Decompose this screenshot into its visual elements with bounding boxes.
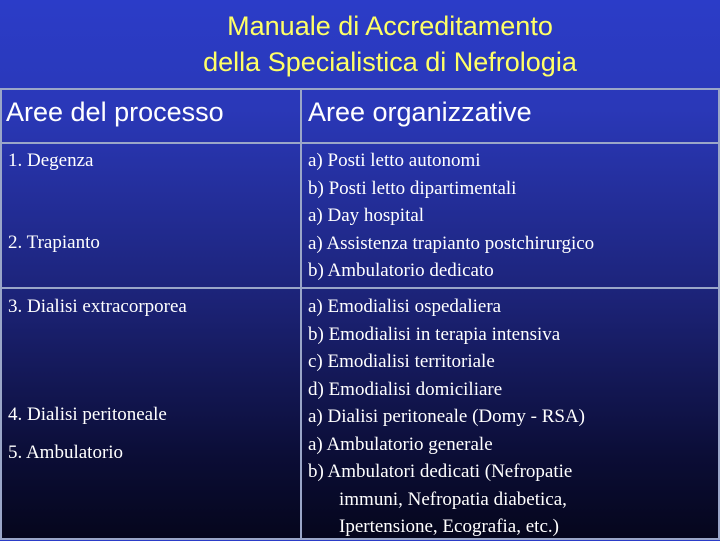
org-area-item: b) Posti letto dipartimentali: [308, 177, 517, 199]
org-area-item: d) Emodialisi domiciliare: [308, 378, 503, 400]
org-area-item: c) Emodialisi territoriale: [308, 351, 495, 372]
header-aree-processo: Aree del processo: [6, 97, 224, 127]
org-area-item: a) Ambulatorio generale: [308, 433, 493, 455]
process-area-dialisi-peritoneale: 4. Dialisi peritoneale: [8, 404, 167, 425]
org-area-item: a) Assistenza trapianto postchirurgico: [308, 232, 595, 254]
org-area-item: b) Emodialisi in terapia intensiva: [308, 323, 561, 345]
title-line-2: della Specialistica di Nefrologia: [203, 47, 577, 77]
table-column-divider: [300, 88, 302, 540]
org-area-item: a) Day hospital: [308, 205, 425, 226]
org-area-item: b) Ambulatori dedicati (Nefropatie: [308, 461, 573, 482]
process-area-degenza: 1. Degenza: [8, 150, 94, 171]
process-area-ambulatorio: 5. Ambulatorio: [8, 442, 124, 463]
org-area-item-continuation: Ipertensione, Ecografia, etc.): [339, 516, 559, 537]
process-area-trapianto: 2. Trapianto: [8, 232, 100, 253]
org-area-item: a) Dialisi peritoneale (Domy - RSA): [308, 406, 586, 427]
org-area-item-continuation: immuni, Nefropatia diabetica,: [339, 488, 567, 510]
slide-title: [0, 8, 720, 80]
process-area-dialisi-extracorporea: 3. Dialisi extracorporea: [8, 296, 187, 317]
table-border-header: [0, 142, 720, 144]
title-line-1: Manuale di Accreditamento: [227, 11, 553, 41]
org-area-item: a) Emodialisi ospedaliera: [308, 296, 502, 317]
organizational-areas-top: [308, 147, 594, 285]
table-row-divider: [0, 287, 720, 289]
table-border-left: [0, 88, 2, 540]
table-border-top: [0, 88, 720, 90]
header-aree-organizzative: Aree organizzative: [308, 97, 532, 127]
organizational-areas-bottom: [308, 293, 585, 541]
org-area-item: a) Posti letto autonomi: [308, 150, 481, 171]
org-area-item: b) Ambulatorio dedicato: [308, 260, 494, 281]
